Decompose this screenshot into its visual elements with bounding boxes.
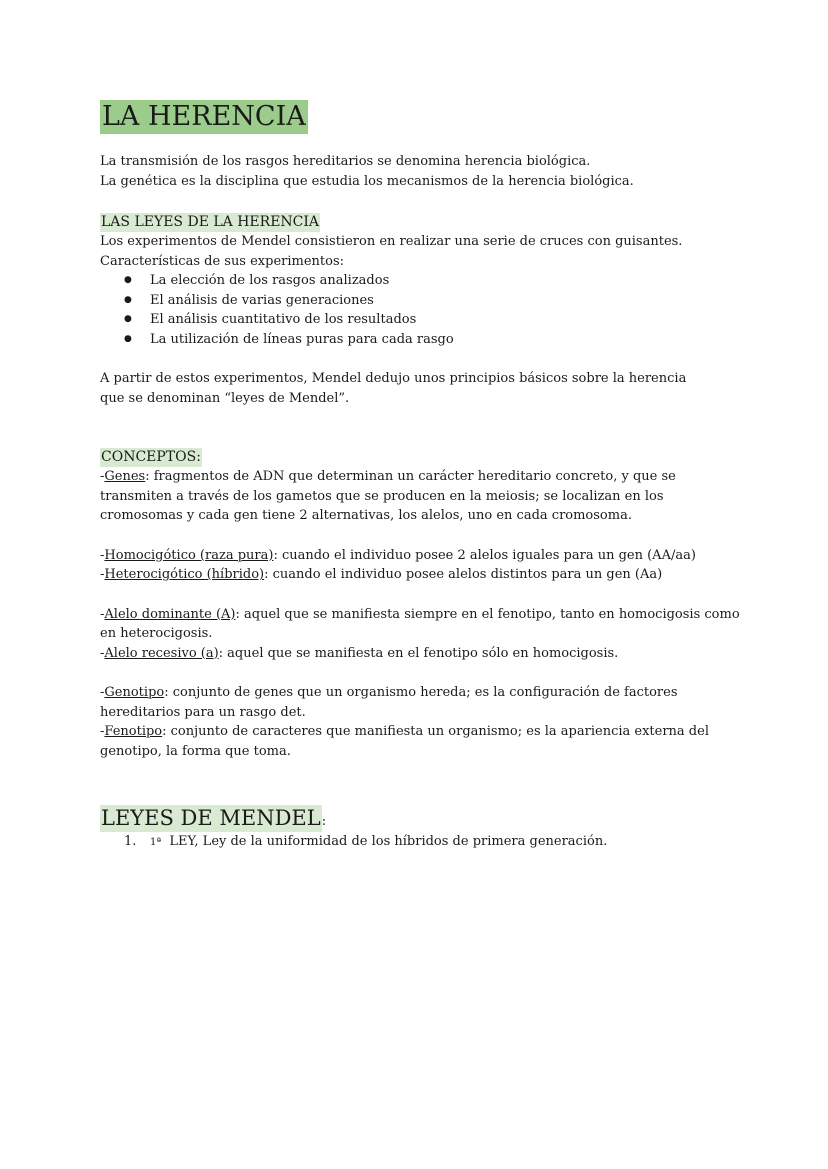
concept-genotipo: -Genotipo: conjunto de genes que un organismo hereda; es la configuración de factores hereditarios para un rasgo det. (100, 685, 678, 720)
concept-heterocigotico: -Heterocigótico (híbrido): cuando el individuo posee alelos distintos para un gen (Aa) (100, 567, 663, 582)
section-heading-laws: LAS LEYES DE LA HERENCIA (101, 214, 320, 230)
concept-definition: : cuando el individuo posee 2 alelos iguales para un gen (AA/aa) (273, 547, 696, 563)
law-text: LEY, Ley de la uniformidad de los híbridos de primera generación. (169, 834, 608, 849)
laws-line-2: Características de sus experimentos: (100, 253, 345, 269)
concept-term: Homocigótico (raza pura) (104, 547, 274, 563)
concept-definition: : fragmentos de ADN que determinan un carácter hereditario concreto, y que se transmiten a través de los gametos que se producen en la meiosis; se localizan en los cromosomas y cada gen tiene 2 alternativas, los alelos, uno en cada cromosoma. (100, 469, 676, 523)
list-number: 1. (124, 834, 137, 849)
concept-definition: : cuando el individuo posee alelos distintos para un gen (Aa) (264, 567, 663, 582)
laws-line-1: Los experimentos de Mendel consistieron en realizar una serie de cruces con guisantes. (100, 234, 683, 249)
concept-genes: -Genes: fragmentos de ADN que determinan un carácter hereditario concreto, y que se transmiten a través de los gametos que se producen en la meiosis; se localizan en los cromosomas y cada gen tiene 2 alternativas, los alelos, uno en cada cromosoma. (100, 469, 676, 523)
concept-term: Genes (104, 469, 146, 484)
ordinal-label: 1ª (150, 837, 162, 848)
concept-term: Alelo dominante (A) (104, 606, 236, 622)
list-item: ● La elección de los rasgos analizados (100, 271, 740, 291)
list-item: ● La utilización de líneas puras para cada rasgo (100, 330, 740, 350)
concept-fenotipo: -Fenotipo: conjunto de caracteres que manifiesta un organismo; es la apariencia externa del genotipo, la forma que toma. (100, 724, 709, 759)
mendel-heading-row (100, 805, 740, 832)
concept-homocigotico: -Homocigótico (raza pura): cuando el individuo posee 2 alelos iguales para un gen (AA/aa) (100, 547, 696, 563)
concept-definition: : conjunto de caracteres que manifiesta un organismo; es la apariencia externa del genotipo, la forma que toma. (100, 724, 709, 759)
concept-definition: : aquel que se manifiesta siempre en el fenotipo, tanto en homocigosis como en heterocigosis. (100, 606, 740, 641)
concept-term: Fenotipo (104, 724, 163, 739)
section-heading-mendel: LEYES DE MENDEL (101, 806, 321, 830)
concept-definition: : aquel que se manifiesta en el fenotipo sólo en homocigosis. (218, 645, 619, 661)
concept-term: Heterocigótico (híbrido) (104, 567, 265, 582)
conclusion-line-1: A partir de estos experimentos, Mendel dedujo unos principios básicos sobre la herencia (100, 371, 687, 386)
mendel-heading-colon: : (321, 814, 327, 829)
concept-definition: : conjunto de genes que un organismo hereda; es la configuración de factores hereditarios para un rasgo det. (100, 685, 678, 720)
page-title: LA HERENCIA (102, 101, 306, 132)
concept-alelo-dominante: -Alelo dominante (A): aquel que se manifiesta siempre en el fenotipo, tanto en homocigosis como en heterocigosis. (100, 606, 740, 641)
mendel-laws-list (100, 832, 740, 853)
intro-line-1: La transmisión de los rasgos hereditarios se denomina herencia biológica. (100, 154, 591, 169)
experiment-characteristics-list (100, 271, 740, 349)
document-page (100, 100, 740, 853)
concept-term: Alelo recesivo (a) (104, 645, 219, 661)
list-item: ● El análisis de varias generaciones (100, 291, 740, 311)
list-item (100, 832, 740, 853)
concept-term: Genotipo (104, 685, 165, 700)
conclusion-line-2: que se denominan “leyes de Mendel”. (100, 390, 350, 406)
list-item: ● El análisis cuantitativo de los resultados (100, 310, 740, 330)
section-heading-concepts: CONCEPTOS: (101, 449, 201, 465)
intro-line-2: La genética es la disciplina que estudia los mecanismos de la herencia biológica. (100, 173, 634, 189)
concept-alelo-recesivo: -Alelo recesivo (a): aquel que se manifiesta en el fenotipo sólo en homocigosis. (100, 645, 619, 661)
